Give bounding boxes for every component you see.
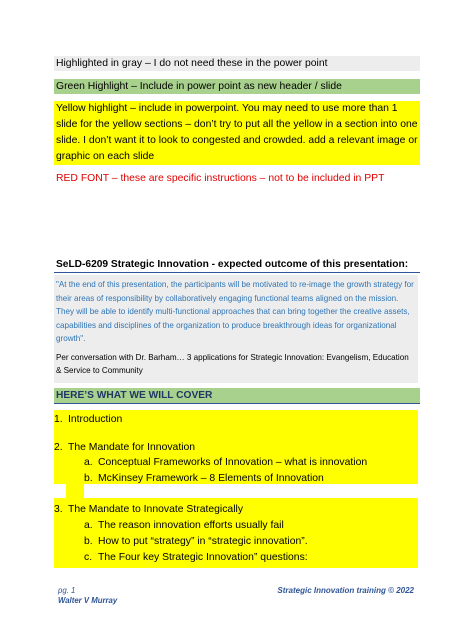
- legend-green: Green Highlight – Include in power point as new header / slide: [54, 79, 420, 94]
- list-letter: a.: [84, 520, 93, 531]
- list-text: How to put “strategy” in “strategic innovation”.: [98, 536, 308, 547]
- page-number: pg. 1: [58, 586, 76, 595]
- expected-outcome-quote: "At the end of this presentation, the participants will be motivated to re-image the growth strategy for their areas of responsibility by collaboratively engaging functional teams aligned on the mission. They will be able to identify multi-functional approaches that can bring together the creative assets, capabilities and disciplines of the organization to produce breakthrough ideas for organizational growth".: [56, 280, 414, 343]
- list-text: The Mandate to Innovate Strategically: [68, 504, 244, 515]
- list-item: [84, 534, 308, 550]
- list-item: [84, 455, 367, 471]
- list-item: [84, 471, 324, 487]
- author-name: Walter V Murray: [58, 596, 118, 605]
- legend-yellow: Yellow highlight – include in powerpoint. You may need to use more than 1 slide for the yellow sections – don’t try to put all the yellow in a section into one slide. I don’t want it to look to congested and crowded. add a relevant image or graphic on each slide: [54, 101, 420, 165]
- cover-yellow-gap: [66, 484, 84, 498]
- list-text: The Four key Strategic Innovation” questions:: [98, 552, 308, 563]
- list-number: 1.: [54, 414, 63, 425]
- legend-gray: Highlighted in gray – I do not need these in the power point: [54, 56, 420, 71]
- conversation-note: Per conversation with Dr. Barham… 3 applications for Strategic Innovation: Evangelism, Education & Service to Community: [56, 352, 409, 375]
- cover-header: HERE’S WHAT WE WILL COVER: [54, 388, 420, 404]
- section-title: SeLD-6209 Strategic Innovation - expected outcome of this presentation:: [54, 257, 420, 273]
- footer-left: [58, 586, 117, 606]
- list-item: [84, 550, 308, 566]
- list-text: The Mandate for Innovation: [68, 442, 196, 453]
- list-item: [54, 412, 122, 428]
- list-item: [54, 502, 243, 518]
- list-number: 3.: [54, 504, 63, 515]
- list-item: [84, 518, 284, 534]
- legend-red: RED FONT – these are specific instructions – not to be included in PPT: [56, 173, 385, 184]
- list-text: McKinsey Framework – 8 Elements of Innovation: [98, 473, 324, 484]
- list-number: 2.: [54, 442, 63, 453]
- list-letter: c.: [84, 552, 93, 563]
- list-letter: b.: [84, 536, 93, 547]
- list-text: Conceptual Frameworks of Innovation – what is innovation: [98, 457, 368, 468]
- list-letter: b.: [84, 473, 93, 484]
- list-item: [54, 440, 195, 456]
- list-text: Introduction: [68, 414, 123, 425]
- footer-right: Strategic Innovation training © 2022: [277, 586, 414, 595]
- section-gray-block: [54, 275, 418, 383]
- list-letter: a.: [84, 457, 93, 468]
- list-text: The reason innovation efforts usually fail: [98, 520, 284, 531]
